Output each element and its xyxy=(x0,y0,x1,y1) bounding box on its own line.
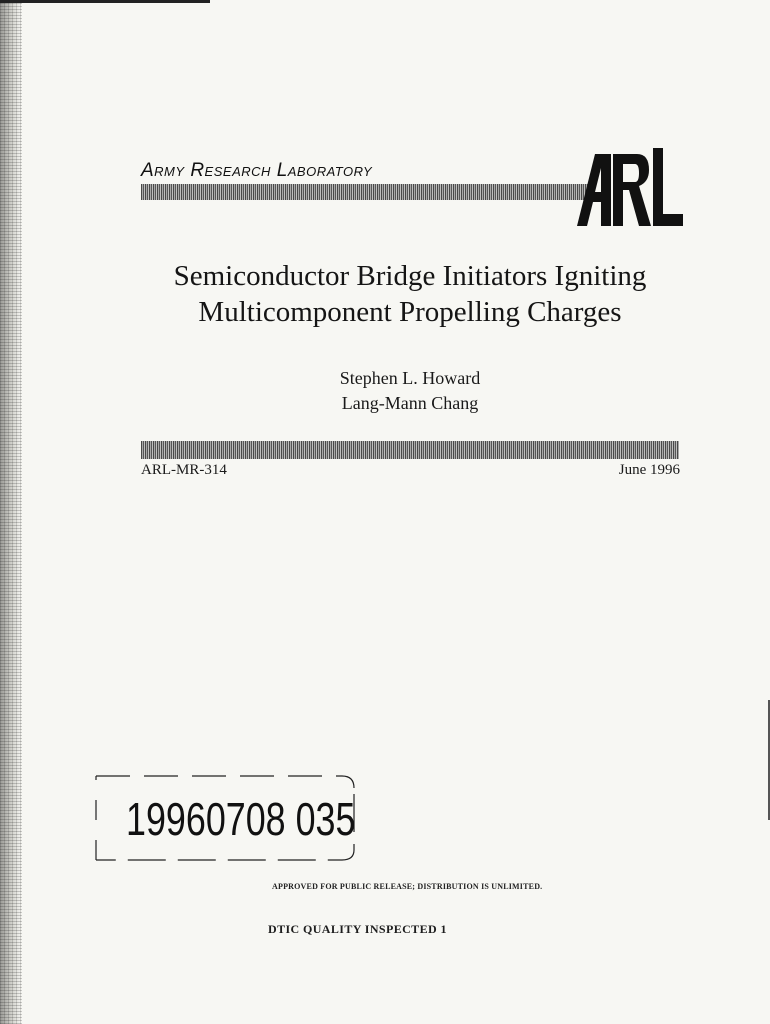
report-date: June 1996 xyxy=(618,462,680,478)
report-number: ARL-MR-314 xyxy=(141,462,227,478)
report-title xyxy=(100,258,720,330)
accession-number: 19960708 035 xyxy=(126,793,356,845)
accession-stamp xyxy=(92,770,356,862)
header-band xyxy=(141,184,596,200)
title-line-1: Semiconductor Bridge Initiators Igniting xyxy=(173,260,647,292)
dtic-statement: DTIC QUALITY INSPECTED 1 xyxy=(268,922,447,936)
author-1: Stephen L. Howard xyxy=(339,368,481,388)
release-statement: APPROVED FOR PUBLIC RELEASE; DISTRIBUTION IS UNLIMITED. xyxy=(272,882,543,891)
scan-edge-noise xyxy=(0,0,22,1024)
lab-name: Army Research Laboratory xyxy=(141,160,373,181)
divider-band xyxy=(141,441,679,459)
arl-logo xyxy=(575,144,685,228)
authors xyxy=(260,366,560,416)
title-line-2: Multicomponent Propelling Charges xyxy=(198,296,622,328)
scan-top-line xyxy=(0,0,210,3)
author-2: Lang-Mann Chang xyxy=(341,393,479,413)
